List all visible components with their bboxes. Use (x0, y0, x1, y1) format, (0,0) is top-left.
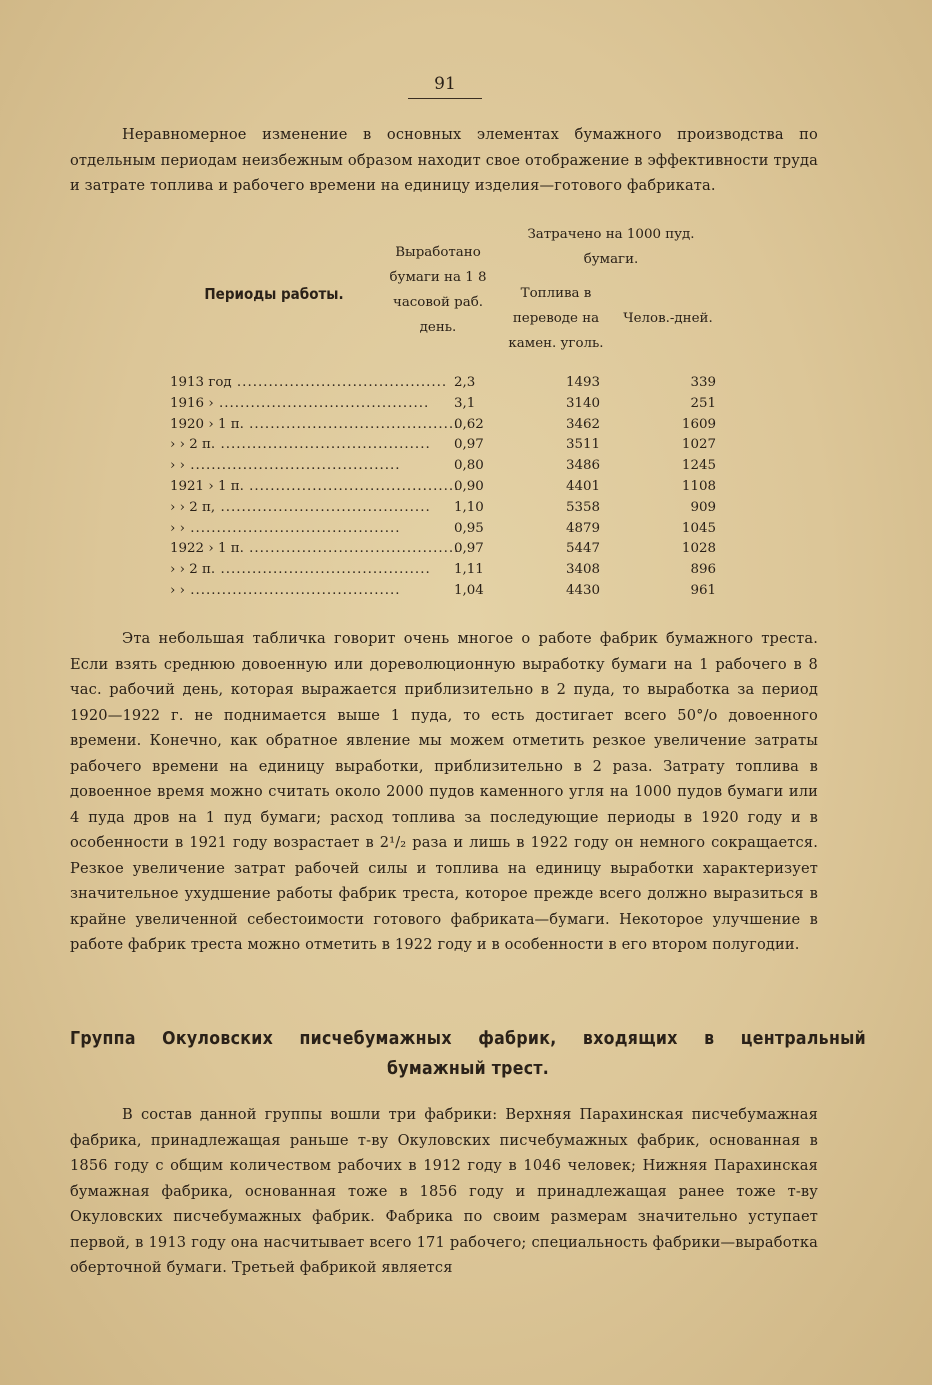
page-number: 91 (408, 74, 482, 99)
table-header-fuel: Топлива в переводе на камен. уголь. (508, 286, 604, 351)
period-cell: › › ........................................ (170, 458, 401, 474)
section-heading (70, 1024, 866, 1084)
dot-leader: ........................................ (243, 541, 460, 557)
dot-leader: ........................................ (231, 375, 448, 390)
fuel-cell: 5447 (565, 541, 601, 557)
dot-leader: ........................................ (243, 478, 460, 494)
period-cell: › › 2 п, ........................................ (170, 499, 431, 515)
fuel-cell: 5358 (565, 499, 601, 515)
people-cell: 896 (690, 562, 716, 578)
people-cell: 1108 (681, 478, 716, 494)
fuel-cell: 4430 (565, 582, 601, 598)
analysis-paragraph: Эта небольшая табличка говорит очень многое о работе фабрик бумажного треста. Если взять среднюю довоенную или дореволюционную выработку бумаги на 1 рабочего в 8 час. рабочий день, которая выражается приблизительно в 2 пуда, то выработка за период 1920—1922 г. не поднимается выше 1 пуда, то есть достигает всего 50°/о довоенного времени. Конечно, как обратное явление мы можем отметить резкое увеличение затраты рабочего времени на единицу выработки, приблизительно в 2 раза. Затрату топлива в довоенное время можно считать около 2000 пудов каменного угля на 1000 пудов бумаги или 4 пуда дров на 1 пуд бумаги; расход топлива за последующие периоды в 1920 году и в особенности в 1921 году возрастает в 2¹/₂ раза и лишь в 1922 году он немного сокращается. Резкое увеличение затрат рабочей силы и топлива на единицу выработки характеризует значительное ухудшение работы фабрик треста, которое прежде всего должно выразиться в крайне увеличенной себестоимости готового фабриката—бумаги. Некоторое улучшение в работе фабрик треста можно отметить в 1922 году и в особенности в его втором полугодии. (70, 630, 818, 953)
table-header-produced: Выработано бумаги на 1 8 часовой раб. день. (389, 245, 487, 335)
period-cell: 1921 › 1 п. ........................................ (170, 478, 460, 494)
table-row (170, 435, 730, 456)
produced-cell: 0,62 (454, 416, 484, 432)
produced-cell: 0,97 (454, 541, 484, 557)
intro-paragraph: Неравномерное изменение в основных элементах бумажного производства по отдельным периодам неизбежным образом находит свое отображение в эффективности труда и затрате топлива и рабочего времени на единицу изделия—готового фабриката. (70, 126, 818, 194)
produced-cell: 0,80 (454, 458, 484, 474)
table-row (170, 373, 730, 394)
table-row (170, 560, 730, 581)
people-cell: 1609 (681, 416, 716, 432)
table-row (170, 477, 730, 498)
dot-leader: ........................................ (215, 562, 431, 578)
period-cell: › › ........................................ (170, 520, 401, 536)
period-cell: 1920 › 1 п. ........................................ (170, 416, 460, 432)
people-cell: 251 (690, 395, 716, 411)
period-cell: › › 2 п. ........................................ (170, 562, 431, 578)
produced-cell: 1,10 (454, 499, 484, 515)
fuel-cell: 4401 (565, 478, 601, 494)
section-heading-line2: бумажный трест. (386, 1059, 550, 1079)
period-cell: 1913 год ........................................ (170, 375, 448, 390)
produced-cell: 0,97 (454, 437, 484, 453)
table-row (170, 539, 730, 560)
fuel-cell: 3408 (565, 562, 601, 578)
people-cell: 1027 (681, 437, 716, 453)
section-heading-line1: Группа Окуловских писчебумажных фабрик, входящих в центральный (70, 1029, 866, 1049)
produced-cell: 0,90 (454, 478, 484, 494)
produced-cell: 1,04 (454, 582, 484, 598)
table-row (170, 519, 730, 540)
section-paragraph: В состав данной группы вошли три фабрики: Верхняя Парахинская писчебумажная фабрика, принадлежащая раньше т-ву Окуловских писчебумажных фабрик, основанная в 1856 году с общим количеством рабочих в 1912 году в 1046 человек; Нижняя Парахинская бумажная фабрика, основанная тоже в 1856 году и принадлежащая ранее тоже т-ву Окуловских писчебумажных фабрик. Фабрика по своим размерам значительно уступает первой, в 1913 году она насчитывает всего 171 рабочего; специальность фабрики—выработка оберточной бумаги. Третьей фабрикой является (70, 1106, 818, 1276)
fuel-cell: 3511 (565, 437, 601, 453)
dot-leader: ........................................ (184, 458, 401, 474)
fuel-cell: 1493 (565, 375, 601, 390)
people-cell: 339 (690, 375, 716, 390)
period-cell: › › ........................................ (170, 582, 401, 598)
table-row (170, 498, 730, 519)
period-cell: 1916 › ........................................ (170, 395, 430, 411)
period-cell: 1922 › 1 п. ........................................ (170, 541, 460, 557)
dot-leader: ........................................ (215, 437, 431, 453)
produced-cell: 3,1 (454, 395, 476, 411)
table-row (170, 394, 730, 415)
fuel-cell: 4879 (565, 520, 601, 536)
table-header-spent: Затрачено на 1000 пуд. бумаги. (527, 227, 695, 267)
produced-cell: 1,11 (454, 562, 484, 578)
people-cell: 1245 (681, 458, 716, 474)
dot-leader: ........................................ (184, 520, 401, 536)
dot-leader: ........................................ (215, 499, 431, 515)
fuel-cell: 3140 (565, 395, 601, 411)
table-header-periods: Периоды работы. (204, 285, 344, 303)
people-cell: 961 (690, 582, 716, 598)
produced-cell: 2,3 (454, 375, 476, 390)
people-cell: 909 (690, 499, 716, 515)
dot-leader: ........................................ (213, 395, 430, 411)
produced-cell: 0,95 (454, 520, 484, 536)
period-cell: › › 2 п. ........................................ (170, 437, 431, 453)
fuel-cell: 3462 (565, 416, 601, 432)
people-cell: 1045 (681, 520, 716, 536)
dot-leader: ........................................ (243, 416, 460, 432)
table-row (170, 581, 730, 602)
production-table (170, 373, 730, 602)
table-row (170, 456, 730, 477)
people-cell: 1028 (681, 541, 716, 557)
fuel-cell: 3486 (565, 458, 601, 474)
dot-leader: ........................................ (184, 582, 401, 598)
table-row (170, 415, 730, 436)
table-header-people: Челов.-дней. (623, 311, 713, 326)
